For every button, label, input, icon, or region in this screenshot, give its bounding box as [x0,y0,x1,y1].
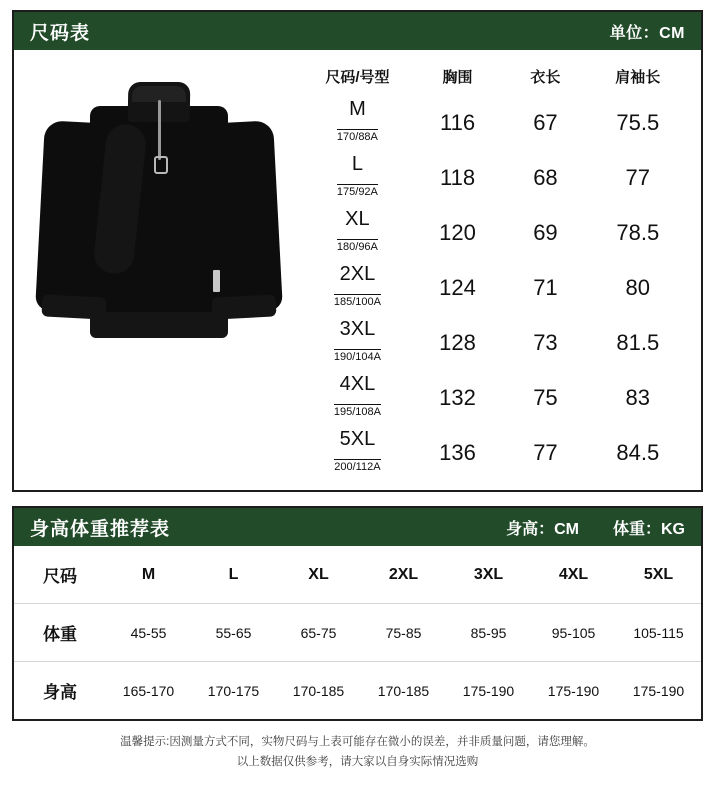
size-table [304,60,689,480]
row-label-size: 尺码 [43,567,77,586]
rec-height-4: 175-190 [446,662,531,720]
size-label: XL [345,208,370,230]
cell-size [304,315,411,370]
table-row [304,370,689,425]
cell-length: 67 [533,109,558,135]
size-label: 2XL [339,263,376,285]
rec-height-6: 175-190 [616,662,701,720]
header-length: 衣长 [530,69,561,86]
cell-shoulder-sleeve: 77 [625,164,651,190]
rec-height-0: 165-170 [106,662,191,720]
garment-zipper-pull [154,156,168,174]
recommendation-table [14,546,701,719]
size-code: 180/96A [336,241,378,253]
rec-weight-6: 105-115 [616,604,701,662]
size-code: 200/112A [334,461,381,473]
size-chart-title: 尺码表 [30,22,91,44]
rec-size-4: 3XL [473,565,504,583]
table-row [14,662,701,720]
table-row [304,315,689,370]
rec-weight-0: 45-55 [106,604,191,662]
table-row [14,546,701,604]
garment-illustration-icon [28,64,290,364]
table-row [304,95,689,150]
size-chart-panel [12,10,703,492]
table-row [304,425,689,480]
size-code: 175/92A [336,186,378,198]
size-label: M [349,98,366,120]
cell-shoulder-sleeve: 83 [625,384,651,410]
size-code: 190/104A [333,351,381,363]
rec-height-3: 170-185 [361,662,446,720]
cell-bust: 132 [439,384,476,410]
cell-shoulder-sleeve: 81.5 [616,329,660,355]
cell-shoulder-sleeve: 75.5 [616,109,660,135]
cell-length: 71 [533,274,558,300]
size-code: 185/100A [333,296,381,308]
header-size: 尺码/号型 [325,69,390,86]
recommendation-title: 身高体重推荐表 [30,518,171,540]
height-unit-label: 身高：CM [506,520,579,538]
cell-shoulder-sleeve: 78.5 [616,219,660,245]
cell-bust: 120 [439,219,476,245]
size-label: 5XL [339,428,376,450]
rec-weight-3: 75-85 [361,604,446,662]
rec-weight-1: 55-65 [191,604,276,662]
size-chart-unit-label: 单位：CM [609,24,685,42]
size-code: 195/108A [333,406,381,418]
cell-bust: 116 [440,109,476,135]
recommendation-panel [12,506,703,721]
rec-height-2: 170-185 [276,662,361,720]
size-label: 3XL [339,318,376,340]
garment-hem [90,312,228,338]
garment-zipper [158,100,161,160]
weight-unit-label: 体重：KG [612,520,685,538]
row-label-height: 身高 [14,662,106,720]
header-bust: 胸围 [442,69,473,86]
cell-size [304,425,411,480]
rec-weight-4: 85-95 [446,604,531,662]
cell-size [304,205,411,260]
recommendation-units [506,516,685,539]
cell-bust: 118 [440,164,476,190]
rec-height-5: 175-190 [531,662,616,720]
cell-size [304,260,411,315]
cell-bust: 128 [439,329,476,355]
size-label: L [351,153,363,175]
cell-length: 77 [533,439,558,465]
rec-weight-5: 95-105 [531,604,616,662]
size-table-header-row [304,60,689,95]
size-chart-header [14,12,701,50]
cell-length: 73 [533,329,558,355]
size-table-column [304,56,701,480]
cell-size [304,95,411,150]
rec-weight-2: 65-75 [276,604,361,662]
table-row [304,150,689,205]
size-label: 4XL [339,373,376,395]
recommendation-header [14,508,701,546]
cell-shoulder-sleeve: 80 [625,274,651,300]
garment-side-label [213,270,220,292]
table-row [304,205,689,260]
cell-bust: 124 [439,274,476,300]
cell-size [304,370,411,425]
note-line-2: 以上数据仅供参考，请大家以自身实际情况选购 [236,755,479,768]
size-chart-body [14,50,701,490]
rec-size-0: M [141,565,156,583]
rec-size-1: L [228,565,239,583]
table-row [14,604,701,662]
footer-notes [12,733,703,772]
cell-length: 69 [533,219,558,245]
rec-size-3: 2XL [388,565,419,583]
cell-shoulder-sleeve: 84.5 [616,439,660,465]
product-image-column [14,56,304,480]
row-label-weight: 体重 [14,604,106,662]
rec-size-2: XL [308,565,329,583]
cell-size [304,150,411,205]
size-code: 170/88A [336,131,378,143]
cell-length: 68 [533,164,558,190]
cell-length: 75 [533,384,558,410]
table-row [304,260,689,315]
cell-bust: 136 [439,439,476,465]
header-shoulder-sleeve: 肩袖长 [615,69,661,86]
rec-height-1: 170-175 [191,662,276,720]
rec-size-6: 5XL [643,565,674,583]
rec-size-5: 4XL [558,565,589,583]
note-line-1: 温馨提示:因测量方式不同，实物尺码与上表可能存在微小的误差，并非质量问题，请您理解。 [120,736,595,748]
